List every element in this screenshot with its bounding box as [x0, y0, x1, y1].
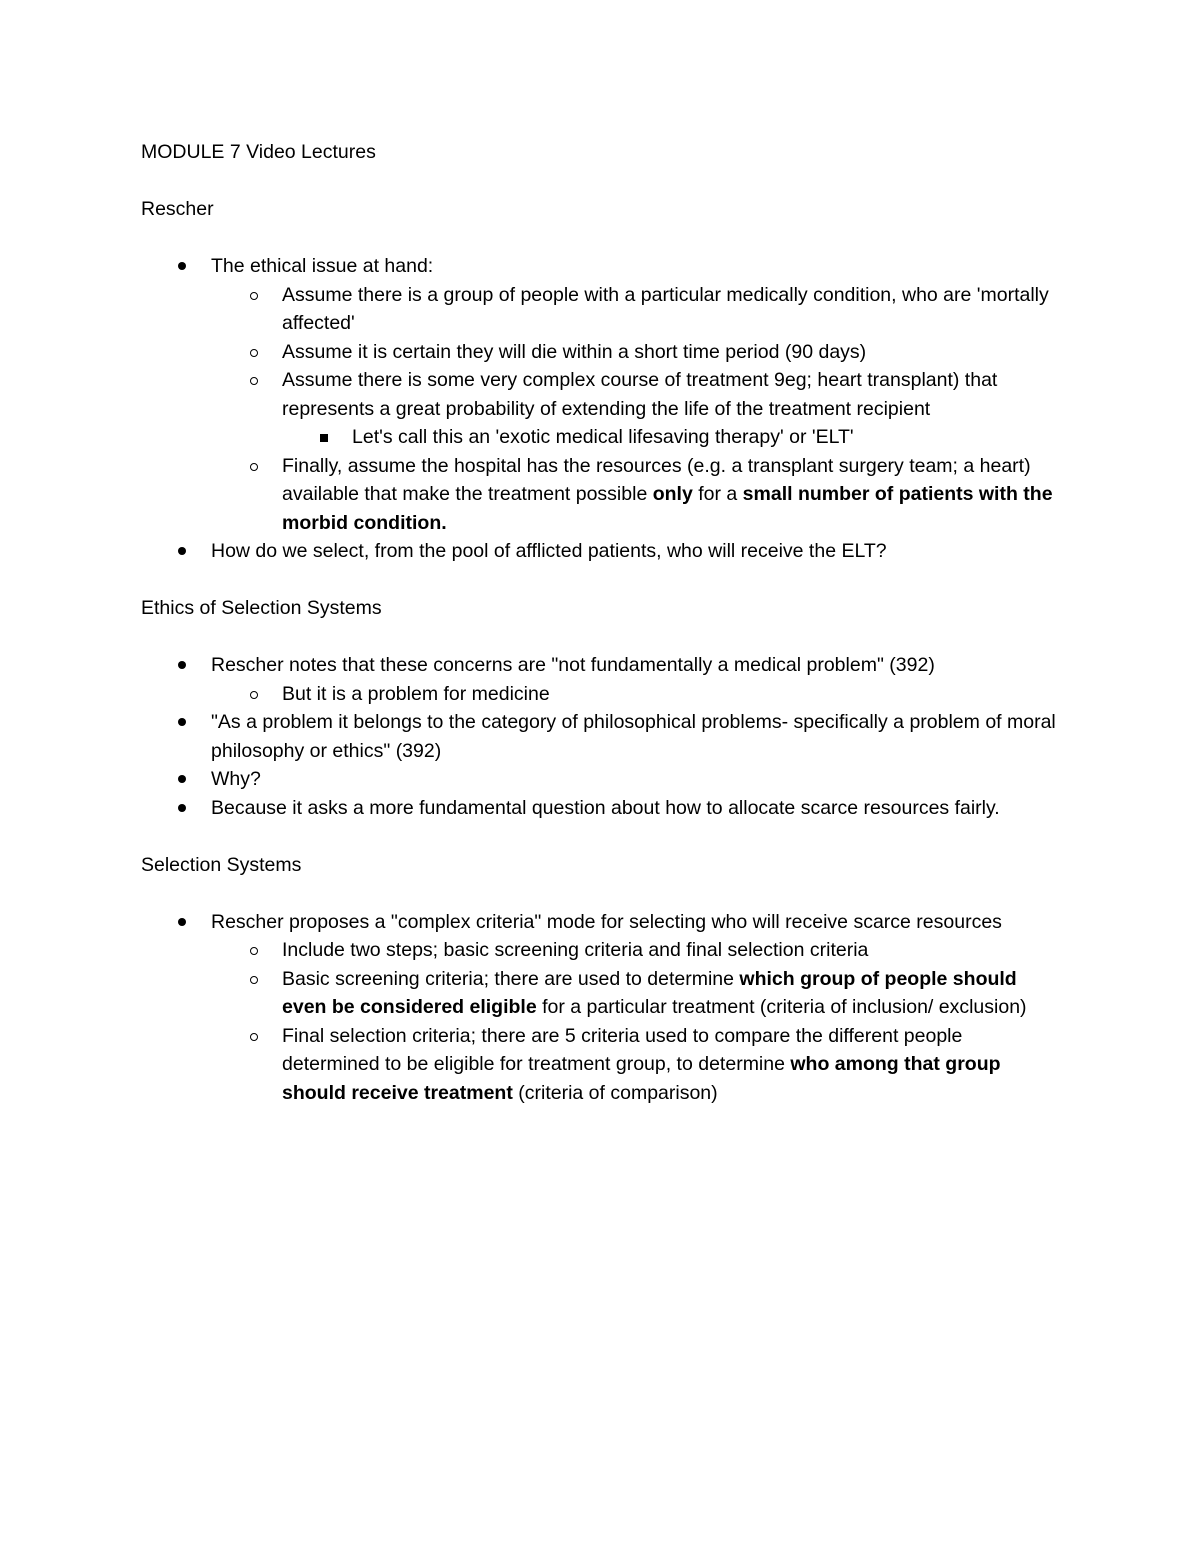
bullet-circle-icon	[250, 691, 258, 699]
document-title: MODULE 7 Video Lectures	[141, 141, 376, 163]
bullet-circle-icon	[250, 976, 258, 984]
list-item-text: Rescher proposes a "complex criteria" mode for selecting who will receive scarce resources	[211, 910, 1002, 933]
ethics-list	[141, 651, 1061, 822]
sub-list-item-text	[282, 968, 1027, 1019]
sub-list-item	[141, 366, 1061, 452]
bullet-circle-icon	[250, 377, 258, 385]
bullet-circle-icon	[250, 292, 258, 300]
sub-list-item	[141, 680, 1061, 709]
bullet-disc-icon	[178, 718, 186, 726]
bullet-circle-icon	[250, 1033, 258, 1041]
sub-list-item-text: Include two steps; basic screening criteria and final selection criteria	[282, 939, 869, 961]
text-run: for a particular treatment (criteria of inclusion/ exclusion)	[536, 996, 1027, 1018]
sub-list-item-text	[282, 455, 1053, 534]
list-item	[141, 537, 1061, 566]
bullet-circle-icon	[250, 947, 258, 955]
text-run: for a	[692, 483, 743, 505]
list-item-text: Because it asks a more fundamental question about how to allocate scarce resources fairly.	[211, 796, 1000, 819]
sub-list-item	[141, 965, 1061, 1022]
list-item-text: How do we select, from the pool of afflicted patients, who will receive the ELT?	[211, 540, 887, 562]
sub-list-item	[141, 338, 1061, 367]
list-item	[141, 794, 1061, 823]
sub-list-item	[141, 1022, 1061, 1108]
selection-list	[141, 908, 1061, 1108]
bullet-circle-icon	[250, 463, 258, 471]
section-heading-rescher: Rescher	[141, 198, 214, 220]
document-body	[141, 138, 1061, 1107]
bullet-disc-icon	[178, 918, 186, 926]
rescher-list	[141, 252, 1061, 566]
sub-list	[211, 281, 1061, 538]
section-heading-selection: Selection Systems	[141, 853, 302, 876]
sub-list-item-text: Assume it is certain they will die within a short time period (90 days)	[282, 340, 867, 363]
sub-list-item	[141, 936, 1061, 965]
section-heading-ethics: Ethics of Selection Systems	[141, 597, 382, 619]
sub-list	[211, 936, 1061, 1107]
sub-list	[211, 680, 1061, 709]
list-item	[141, 651, 1061, 708]
list-item	[141, 908, 1061, 1108]
bold-text-run: who among that group should receive treatment	[282, 1053, 1001, 1104]
list-item-text: Why?	[211, 768, 261, 790]
bold-text-run: small number of patients with the morbid condition.	[282, 483, 1053, 534]
sub-list-item-text: But it is a problem for medicine	[282, 682, 550, 705]
sub-list-item	[141, 281, 1061, 338]
list-item-text: Rescher notes that these concerns are "not fundamentally a medical problem" (392)	[211, 654, 935, 676]
sub-list-item-text	[282, 1025, 1001, 1104]
text-run: (criteria of comparison)	[512, 1081, 718, 1104]
bullet-disc-icon	[178, 775, 186, 783]
list-item	[141, 252, 1061, 537]
list-item	[141, 708, 1061, 765]
sub-sub-list-item-text: Let's call this an 'exotic medical lifesaving therapy' or 'ELT'	[352, 426, 854, 448]
bullet-disc-icon	[178, 661, 186, 669]
sub-sub-list	[282, 423, 1061, 452]
list-item-text: "As a problem it belongs to the category of philosophical problems- specifically a problem of moral philosophy or ethics" (392)	[211, 711, 1056, 762]
bold-text-run: only	[652, 483, 693, 505]
list-item	[141, 765, 1061, 794]
bullet-square-icon	[320, 434, 328, 442]
text-run: Basic screening criteria; there are used to determine	[282, 967, 740, 990]
sub-list-item-text: Assume there is a group of people with a particular medically condition, who are 'mortally affected'	[282, 283, 1049, 334]
bullet-disc-icon	[178, 804, 186, 812]
sub-list-item	[141, 452, 1061, 538]
sub-list-item-text: Assume there is some very complex course of treatment 9eg; heart transplant) that represents a great probability of extending the life of the treatment recipient	[282, 369, 998, 420]
bold-text-run: which group of people should even be considered eligible	[282, 967, 1017, 1018]
text-run: Final selection criteria; there are 5 criteria used to compare the different people determined to be eligible for treatment group, to determine	[282, 1024, 963, 1075]
bullet-circle-icon	[250, 349, 258, 357]
sub-sub-list-item	[141, 423, 1061, 452]
text-run: Finally, assume the hospital has the resources (e.g. a transplant surgery team; a heart) available that make the treatment possible	[282, 454, 1031, 505]
bullet-disc-icon	[178, 547, 186, 555]
list-item-text: The ethical issue at hand:	[211, 255, 434, 277]
bullet-disc-icon	[178, 262, 186, 270]
